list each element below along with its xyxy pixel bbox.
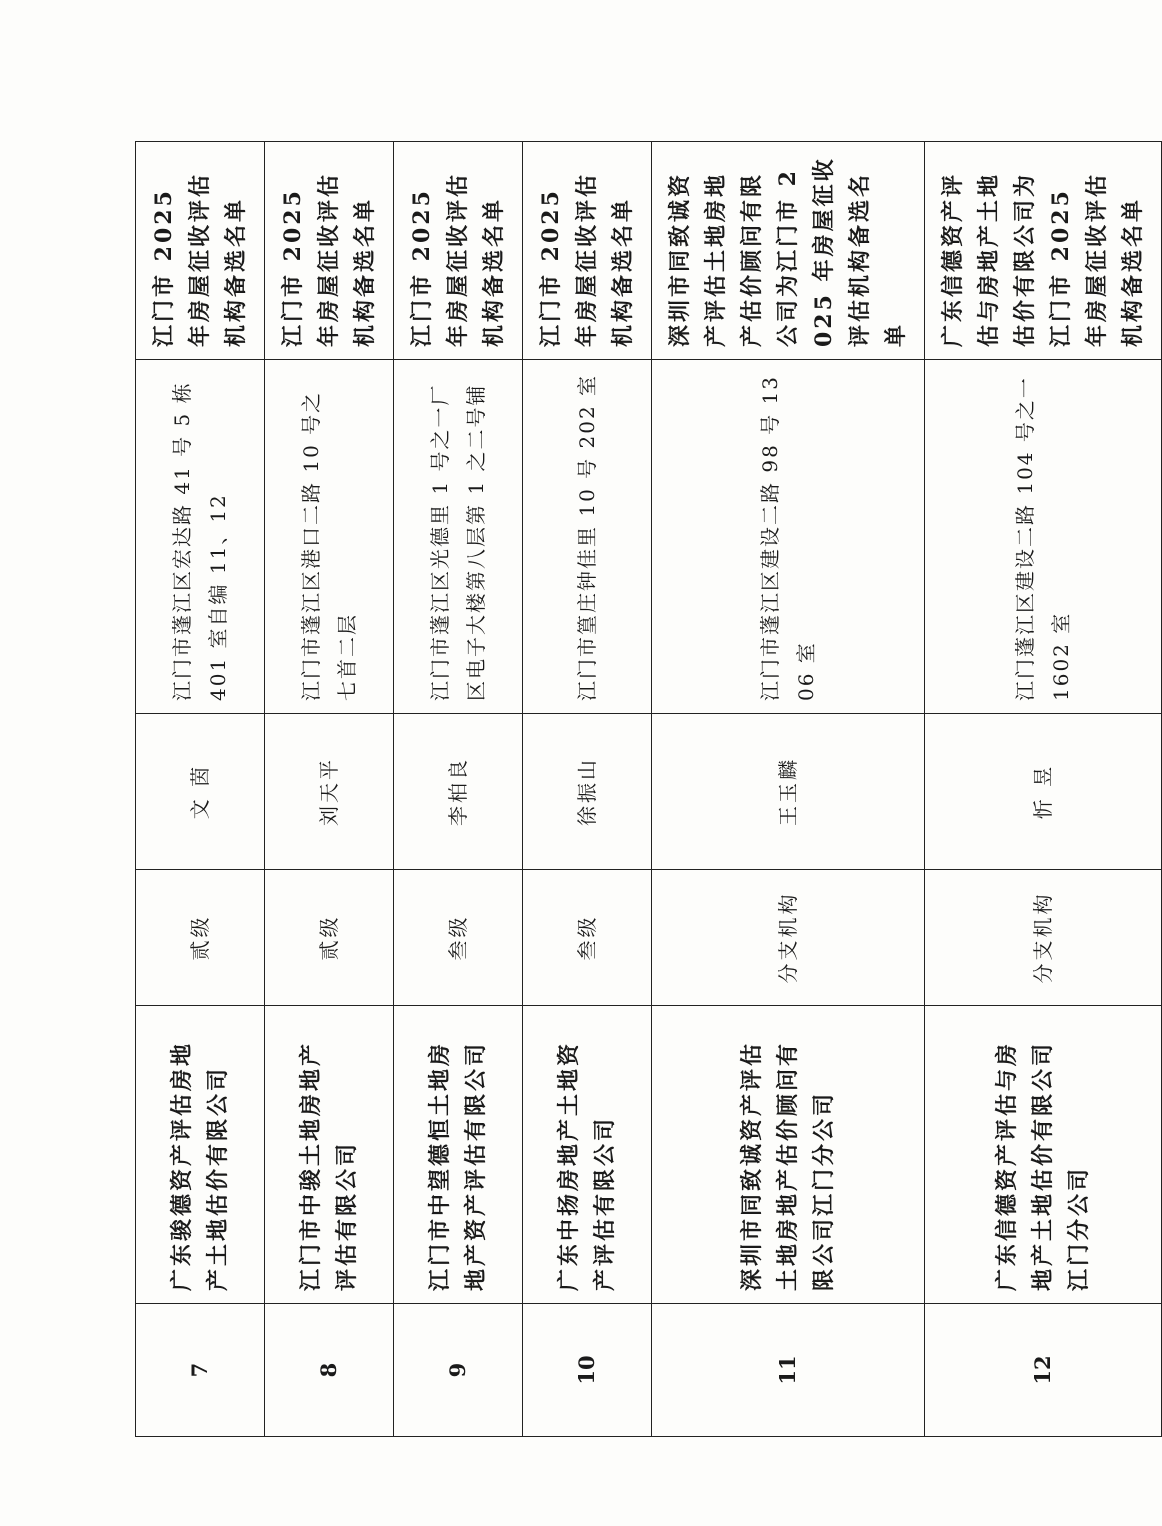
table-row (925, 142, 1162, 1437)
remark: 江门市 2025 年房屋征收评估机构备选名单 (265, 142, 394, 360)
office-address: 江门市蓬江区光德里 1 号之一厂区电子大楼第八层第 1 之二号铺 (394, 360, 523, 714)
remark: 广东信德资产评估与房地产土地估价有限公司为江门市 2025 年房屋征收评估机构备选名单 (925, 142, 1162, 360)
qualification-level: 分支机构 (652, 870, 925, 1006)
office-address: 江门蓬江区建设二路 104 号之一 1602 室 (925, 360, 1162, 714)
row-number: 8 (265, 1304, 394, 1437)
office-address: 江门市篁庄钟佳里 10 号 202 室 (523, 360, 652, 714)
agency-name: 江门市中望德恒土地房地产资产评估有限公司 (394, 1006, 523, 1304)
table-row (136, 142, 265, 1437)
agency-list-table (135, 141, 1162, 1437)
remark: 江门市 2025 年房屋征收评估机构备选名单 (523, 142, 652, 360)
legal-representative: 刘天平 (265, 714, 394, 870)
legal-representative: 忻 昱 (925, 714, 1162, 870)
agency-name: 深圳市同致诚资产评估土地房地产估价顾问有限公司江门分公司 (652, 1006, 925, 1304)
office-address: 江门市蓬江区宏达路 41 号 5 栋 401 室自编 11、12 (136, 360, 265, 714)
agency-name: 广东中扬房地产土地资产评估有限公司 (523, 1006, 652, 1304)
qualification-level: 贰级 (136, 870, 265, 1006)
row-number: 12 (925, 1304, 1162, 1437)
row-number: 10 (523, 1304, 652, 1437)
qualification-level: 叁级 (394, 870, 523, 1006)
agency-name: 江门市中骏土地房地产评估有限公司 (265, 1006, 394, 1304)
office-address: 江门市蓬江区建设二路 98 号 1306 室 (652, 360, 925, 714)
remark: 江门市 2025 年房屋征收评估机构备选名单 (394, 142, 523, 360)
qualification-level: 分支机构 (925, 870, 1162, 1006)
legal-representative: 文 茵 (136, 714, 265, 870)
agency-name: 广东骏德资产评估房地产土地估价有限公司 (136, 1006, 265, 1304)
agency-name: 广东信德资产评估与房地产土地估价有限公司江门分公司 (925, 1006, 1162, 1304)
row-number: 11 (652, 1304, 925, 1437)
row-number: 7 (136, 1304, 265, 1437)
table-row (394, 142, 523, 1437)
qualification-level: 叁级 (523, 870, 652, 1006)
table-row (652, 142, 925, 1437)
qualification-level: 贰级 (265, 870, 394, 1006)
remark: 江门市 2025 年房屋征收评估机构备选名单 (136, 142, 265, 360)
office-address: 江门市蓬江区港口二路 10 号之七首二层 (265, 360, 394, 714)
table-row (523, 142, 652, 1437)
row-number: 9 (394, 1304, 523, 1437)
legal-representative: 徐振山 (523, 714, 652, 870)
remark: 深圳市同致诚资产评估土地房地产估价顾问有限公司为江门市 2025 年房屋征收评估机构备选名单 (652, 142, 925, 360)
legal-representative: 王玉麟 (652, 714, 925, 870)
legal-representative: 李柏良 (394, 714, 523, 870)
table-row (265, 142, 394, 1437)
